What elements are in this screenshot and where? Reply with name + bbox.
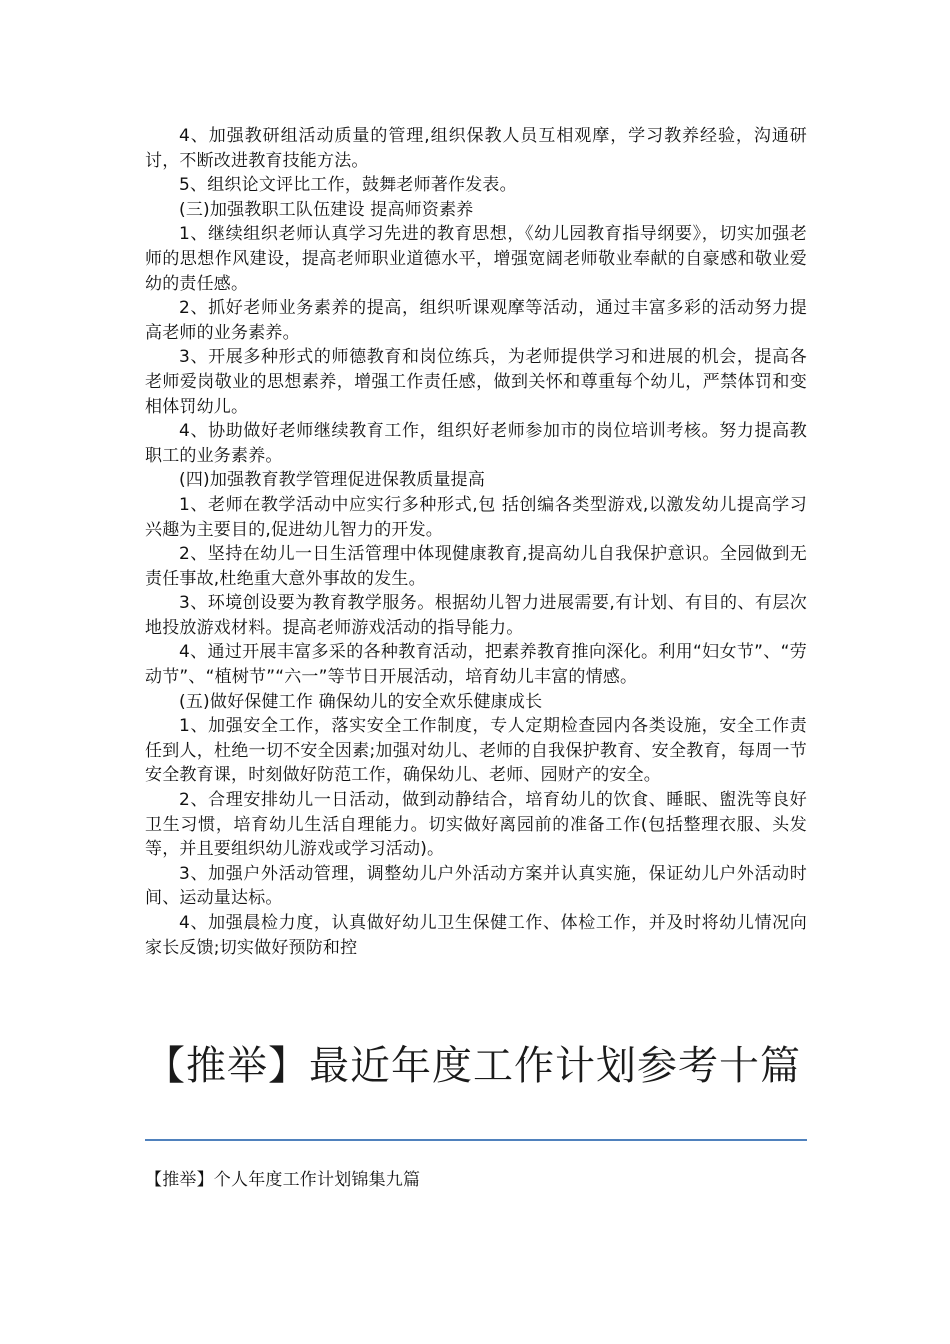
title-divider (145, 1139, 807, 1141)
paragraph: 1、老师在教学活动中应实行多种形式,包 括创编各类型游戏,以激发幼儿提高学习兴趣为主要目的,促进幼儿智力的开发。 (145, 494, 807, 540)
section-heading: (三)加强教职工队伍建设 提高师资素养 (179, 199, 474, 220)
paragraph: 3、加强户外活动管理，调整幼儿户外活动方案并认真实施，保证幼儿户外活动时间、运动量达标。 (145, 863, 807, 909)
paragraph: 2、坚持在幼儿一日生活管理中体现健康教育,提高幼儿自我保护意识。全园做到无责任事故,杜绝重大意外事故的发生。 (145, 544, 807, 589)
section-heading: (五)做好保健工作 确保幼儿的安全欢乐健康成长 (179, 691, 543, 712)
paragraph: 3、环境创设要为教育教学服务。根据幼儿智力进展需要,有计划、有目的、有层次地投放游戏材料。提高老师游戏活动的指导能力。 (145, 593, 807, 638)
paragraph: 2、抓好老师业务素养的提高，组织听课观摩等活动，通过丰富多彩的活动努力提高老师的业务素养。 (145, 298, 807, 343)
paragraph: 2、合理安排幼儿一日活动，做到动静结合，培育幼儿的饮食、睡眠、盥洗等良好卫生习惯，培育幼儿生活自理能力。切实做好离园前的准备工作(包括整理衣服、头发等，并且要组织幼儿游戏或学习活动)。 (145, 790, 807, 860)
document-title: 【推举】最近年度工作计划参考十篇 (145, 1043, 801, 1089)
paragraph: 4、加强晨检力度，认真做好幼儿卫生保健工作、体检工作，并及时将幼儿情况向家长反馈;切实做好预防和控 (145, 913, 807, 958)
paragraph: 4、协助做好老师继续教育工作，组织好老师参加市的岗位培训考核。努力提高教职工的业务素养。 (145, 421, 807, 466)
paragraph: 4、加强教研组活动质量的管理,组织保教人员互相观摩，学习教养经验，沟通研讨，不断改进教育技能方法。 (145, 126, 807, 171)
paragraph: 1、加强安全工作，落实安全工作制度，专人定期检查园内各类设施，安全工作责任到人，杜绝一切不安全因素;加强对幼儿、老师的自我保护教育、安全教育，每周一节安全教育课，时刻做好防范工作，确保幼儿、老师、园财产的安全。 (145, 716, 807, 786)
section-heading: (四)加强教育教学管理促进保教质量提高 (179, 470, 486, 491)
paragraph: 4、通过开展丰富多采的各种教育活动，把素养教育推向深化。利用“妇女节”、“劳动节”、“植树节”“六一”等节日开展活动，培育幼儿丰富的情感。 (145, 642, 807, 688)
paragraph: 5、组织论文评比工作，鼓舞老师著作发表。 (179, 175, 517, 196)
subtitle-link: 【推举】个人年度工作计划锦集九篇 (145, 1170, 421, 1190)
document-body (145, 124, 807, 960)
paragraph: 3、开展多种形式的师德教育和岗位练兵，为老师提供学习和进展的机会，提高各老师爱岗敬业的思想素养，增强工作责任感，做到关怀和尊重每个幼儿，严禁体罚和变相体罚幼儿。 (145, 347, 807, 417)
paragraph: 1、继续组织老师认真学习先进的教育思想，《幼儿园教育指导纲要》，切实加强老师的思想作风建设，提高老师职业道德水平，增强宽阔老师敬业奉献的自豪感和敬业爱幼的责任感。 (145, 224, 807, 294)
